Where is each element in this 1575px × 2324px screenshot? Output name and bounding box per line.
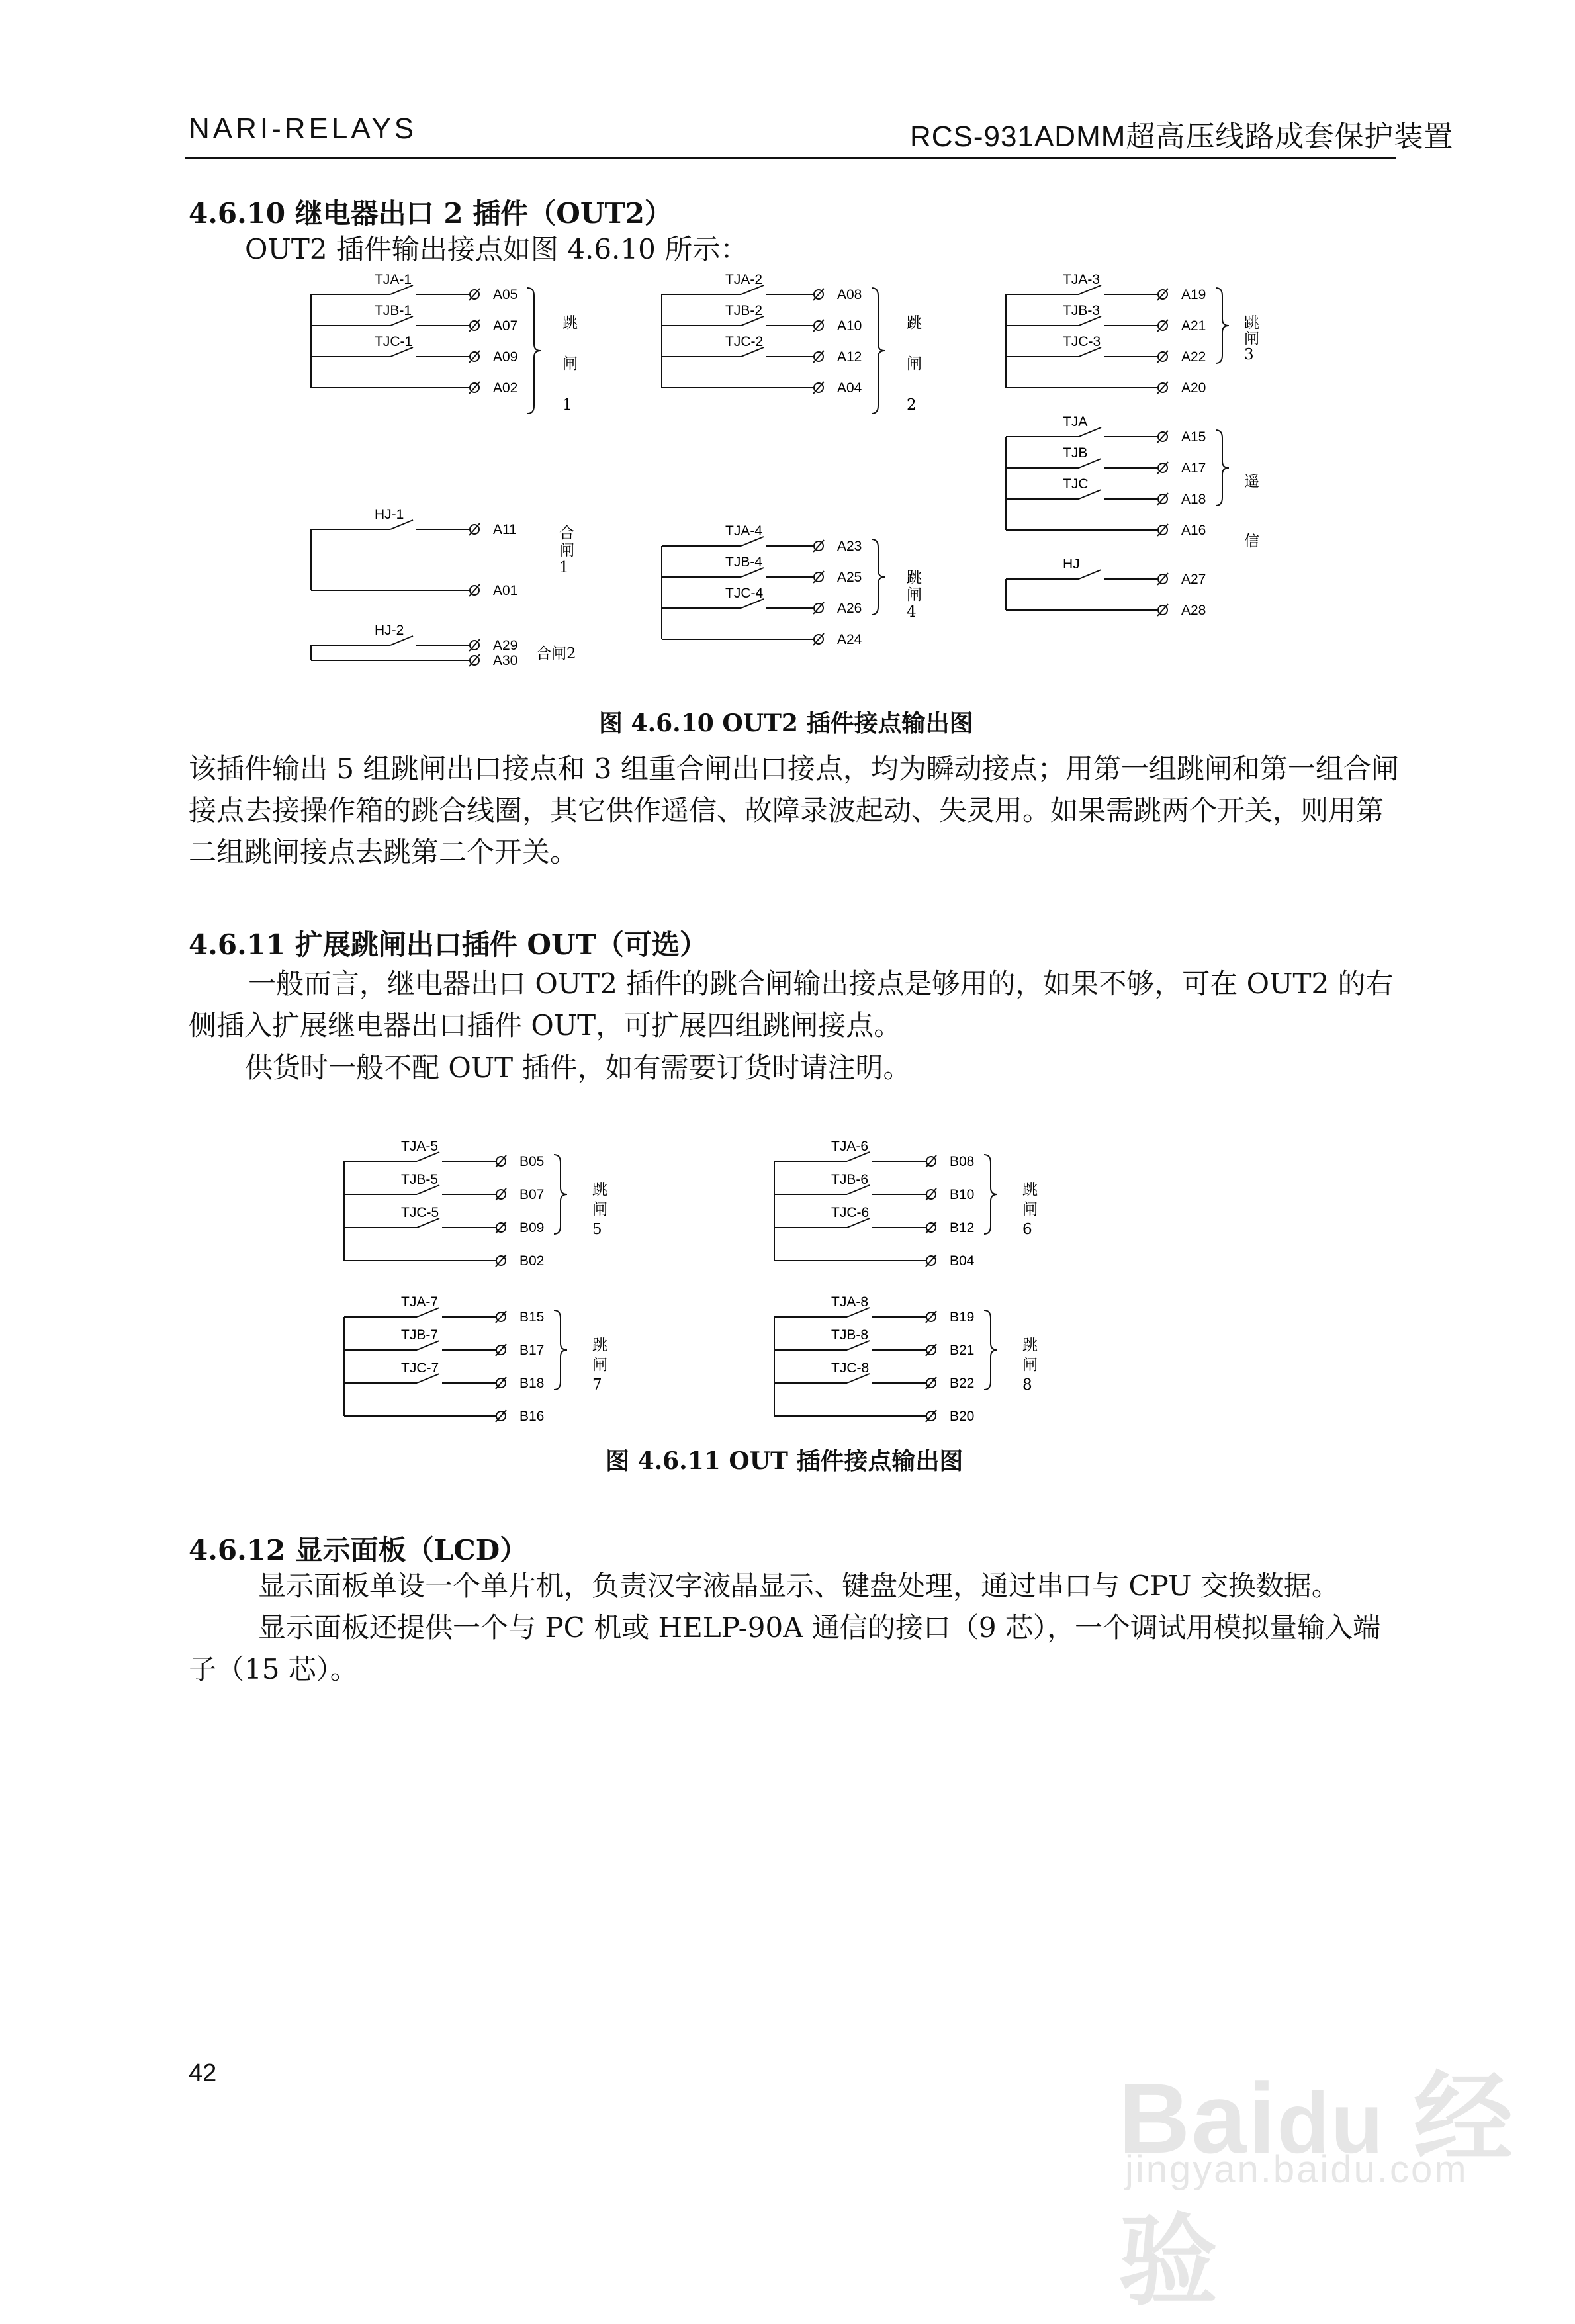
terminal-label: A22: [1181, 349, 1206, 365]
contact-label: TJC-5: [401, 1205, 439, 1220]
group-label-char: 闸: [1022, 1201, 1038, 1218]
group-label-char: 跳: [562, 314, 578, 332]
terminal-label: B20: [950, 1409, 975, 1424]
terminal-label: B05: [519, 1154, 545, 1169]
group-label-char: 1: [562, 396, 572, 414]
terminal-label: B19: [950, 1310, 975, 1325]
contact-label: TJA-4: [725, 523, 763, 539]
out2-contact-diagram: [291, 268, 1297, 692]
group-label-char: 6: [1022, 1221, 1032, 1238]
terminal-label: A04: [837, 380, 862, 396]
contact-label: TJB-5: [401, 1172, 439, 1187]
out-contact-diagram: [331, 1125, 1099, 1436]
group-label-char: 7: [592, 1376, 602, 1394]
terminal-label: B08: [950, 1154, 975, 1169]
page-number: 42: [189, 2059, 217, 2087]
section-body-4-6-10: 该插件输出 5 组跳闸出口接点和 3 组重合闸出口接点，均为瞬动接点；用第一组跳闸和第一组合闸接点去接操作箱的跳合线圈，其它供作遥信、故障录波起动、失灵用。如果需跳两个开关，则用第二组跳闸接点去跳第二个开关。: [189, 752, 1399, 868]
terminal-label: A02: [493, 380, 518, 396]
terminal-label: A20: [1181, 380, 1206, 396]
terminal-label: A10: [837, 318, 862, 334]
terminal-label: B22: [950, 1376, 975, 1391]
section-p2-4-6-12: 显示面板还提供一个与 PC 机或 HELP-90A 通信的接口（9 芯），一个调试用模拟量输入端子（15 芯）。: [189, 1611, 1380, 1685]
figure-caption-4-6-10: 图 4.6.10 OUT2 插件接点输出图: [599, 709, 973, 737]
section-title-4-6-12: 4.6.12 显示面板（LCD）: [189, 1534, 528, 1566]
contact-label: TJB-1: [375, 303, 412, 318]
terminal-label: A15: [1181, 429, 1206, 445]
contact-label: TJC-2: [725, 334, 764, 349]
terminal-label: B17: [519, 1343, 545, 1358]
contact-label: HJ: [1063, 557, 1080, 572]
section-p1-4-6-11: 一般而言，继电器出口 OUT2 插件的跳合闸输出接点是够用的，如果不够，可在 OUT2 的右侧插入扩展继电器出口插件 OUT，可扩展四组跳闸接点。: [189, 967, 1394, 1042]
group-label-char: 1: [559, 559, 569, 576]
section-title-4-6-10: 4.6.10 继电器出口 2 插件（OUT2）: [189, 197, 672, 230]
terminal-label: B02: [519, 1253, 545, 1269]
group-label-char: 跳: [592, 1181, 608, 1198]
section-intro-4-6-10: OUT2 插件输出接点如图 4.6.10 所示：: [245, 233, 748, 265]
group-label-char: 跳: [907, 569, 922, 586]
terminal-label: A26: [837, 601, 862, 616]
contact-label: HJ-1: [375, 507, 404, 522]
contact-label: TJC: [1063, 476, 1089, 492]
brace: [872, 288, 885, 414]
group-label-char: 闸: [1022, 1357, 1038, 1374]
terminal-label: A18: [1181, 492, 1206, 507]
terminal-label: A28: [1181, 603, 1206, 618]
contact-label: TJC-6: [831, 1205, 870, 1220]
contact-label: TJA-1: [375, 272, 412, 287]
terminal-label: A25: [837, 570, 862, 585]
group-label-char: 信: [1244, 533, 1259, 550]
contact-label: TJA-8: [831, 1294, 869, 1310]
brace: [1216, 430, 1229, 506]
brace: [554, 1155, 567, 1234]
brace: [872, 539, 885, 615]
terminal-label: A27: [1181, 572, 1206, 587]
contact-label: TJC-7: [401, 1361, 439, 1376]
terminal-label: A01: [493, 583, 518, 598]
group-label-char: 5: [592, 1221, 602, 1238]
terminal-label: A24: [837, 632, 862, 647]
brace: [984, 1155, 997, 1234]
terminal-label: A09: [493, 349, 518, 365]
contact-label: HJ-2: [375, 623, 404, 638]
contact-label: TJA-3: [1063, 272, 1101, 287]
contact-label: TJA-7: [401, 1294, 439, 1310]
contact-label: TJB-8: [831, 1327, 869, 1343]
terminal-label: B04: [950, 1253, 975, 1269]
brace: [554, 1310, 567, 1390]
terminal-label: B18: [519, 1376, 545, 1391]
contact-label: TJA-5: [401, 1139, 439, 1154]
group-label-char: 合: [559, 525, 574, 542]
terminal-label: A23: [837, 539, 862, 554]
contact-label: TJB-7: [401, 1327, 439, 1343]
figure-caption-4-6-11: 图 4.6.11 OUT 插件接点输出图: [606, 1447, 964, 1475]
section-p2-4-6-11: 供货时一般不配 OUT 插件，如有需要订货时请注明。: [245, 1051, 911, 1084]
terminal-label: B21: [950, 1343, 975, 1358]
watermark-logo: Baidu 经验: [1118, 2063, 1514, 2317]
contact-label: TJB: [1063, 445, 1088, 461]
watermark-url: jingyan.baidu.com: [1125, 2148, 1468, 2191]
terminal-label: B12: [950, 1220, 975, 1235]
group-label-char: 8: [1022, 1376, 1032, 1394]
group-label-char: 遥: [1244, 473, 1259, 490]
section-title-4-6-11: 4.6.11 扩展跳闸出口插件 OUT（可选）: [189, 928, 707, 961]
terminal-label: A11: [493, 522, 517, 537]
group-label-char: 4: [907, 603, 917, 621]
contact-label: TJA-2: [725, 272, 763, 287]
group-label-char: 闸: [907, 355, 922, 373]
contact-label: TJC-1: [375, 334, 413, 349]
terminal-label: A08: [837, 287, 862, 302]
group-label-char: 跳: [592, 1337, 608, 1354]
brace: [1216, 288, 1229, 363]
group-label-char: 闸: [592, 1201, 608, 1218]
group-label: 合闸2: [536, 645, 576, 662]
contact-label: TJC-8: [831, 1361, 870, 1376]
group-label-char: 闸: [559, 542, 574, 559]
terminal-label: A16: [1181, 523, 1206, 538]
group-label-char: 2: [907, 396, 917, 414]
contact-label: TJC-4: [725, 586, 764, 601]
group-label-char: 跳: [907, 314, 922, 332]
terminal-label: A29: [493, 638, 518, 653]
contact-label: TJB-6: [831, 1172, 869, 1187]
section-p1-4-6-12: 显示面板单设一个单片机，负责汉字液晶显示、键盘处理，通过串口与 CPU 交换数据。: [258, 1570, 1339, 1602]
terminal-label: A17: [1181, 461, 1206, 476]
contact-blade: [1079, 570, 1101, 579]
contact-label: TJC-3: [1063, 334, 1101, 349]
header-rule: [185, 157, 1396, 159]
terminal-label: A30: [493, 653, 518, 668]
group-label-char: 闸: [592, 1357, 608, 1374]
terminal-label: B07: [519, 1187, 545, 1202]
terminal-label: A07: [493, 318, 518, 334]
group-label-char: 闸: [562, 355, 578, 373]
terminal-label: A21: [1181, 318, 1206, 334]
terminal-label: B15: [519, 1310, 545, 1325]
contact-label: TJB-2: [725, 303, 763, 318]
group-label-char: 3: [1244, 346, 1254, 363]
contact-label: TJA: [1063, 414, 1088, 429]
terminal-label: A12: [837, 349, 862, 365]
header-right: RCS-931ADMM超高压线路成套保护装置: [910, 120, 1454, 153]
terminal-label: A19: [1181, 287, 1206, 302]
group-label-char: 跳: [1022, 1181, 1038, 1198]
group-label-char: 闸: [1244, 330, 1259, 347]
header-left: NARI-RELAYS: [189, 112, 418, 145]
terminal-label: B16: [519, 1409, 545, 1424]
group-label-char: 跳: [1022, 1337, 1038, 1354]
terminal-label: B09: [519, 1220, 545, 1235]
group-label-char: 跳: [1244, 314, 1259, 332]
group-label-char: 闸: [907, 586, 922, 603]
terminal-label: B10: [950, 1187, 975, 1202]
contact-label: TJB-3: [1063, 303, 1101, 318]
contact-label: TJA-6: [831, 1139, 869, 1154]
contact-label: TJB-4: [725, 555, 763, 570]
brace: [984, 1310, 997, 1390]
terminal-label: A05: [493, 287, 518, 302]
brace: [527, 288, 541, 414]
